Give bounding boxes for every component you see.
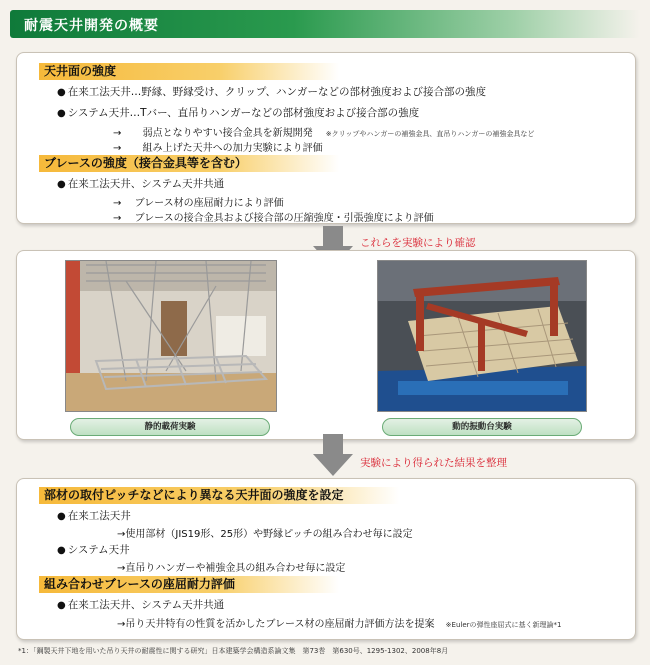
system-ceiling-result-line: ● システム天井 [57,544,130,556]
common-ceiling-result-line: ● 在来工法天井、システム天井共通 [57,599,225,611]
conventional-ceiling-result-line: ● 在来工法天井 [57,510,131,522]
arrow-right-icon: → [113,198,122,209]
member-pitch-line: →使用部材（JIS19形、25形）や野縁ピッチの組み合わせ毎に設定 [117,529,413,540]
shaking-table-test-photo [377,260,587,412]
page-title: 耐震天井開発の概要 [24,18,159,34]
new-fitting-line: → 弱点となりやすい接合金具を新規開発 ※クリップやハンガーの補強金具、直吊りハンガーの補強金具など [113,128,535,139]
conventional-ceiling-line: ● 在来工法天井…野縁、野縁受け、クリップ、ハンガーなどの部材強度および接合部の強度 [57,86,487,98]
organize-results-note: 実験により得られた結果を整理 [360,457,507,469]
joint-strength-line: → ブレースの接合金具および接合部の圧縮強度・引張強度により評価 [113,213,434,224]
bullet-icon: ● [57,600,66,611]
hanger-combination-line: →直吊りハンガーや補強金具の組み合わせ毎に設定 [117,563,346,574]
shaking-table-caption: 動的振動台実験 [382,418,582,436]
buckling-eval-line: → ブレース材の座屈耐力により評価 [113,198,284,209]
bullet-icon: ● [57,87,66,98]
bullet-icon: ● [57,511,66,522]
ceiling-surface-strength-header: 天井面の強度 [39,63,339,80]
results-panel [16,478,636,640]
common-ceiling-line: ● 在来工法天井、システム天井共通 [57,178,225,190]
title-bar [10,10,640,38]
static-loading-caption: 静的載荷実験 [70,418,270,436]
fitting-note: ※クリップやハンガーの補強金具、直吊りハンガーの補強金具など [325,130,535,138]
euler-note: ※Eulerの弾性座屈式に基く新理論*1 [445,621,562,629]
static-loading-test-photo [65,260,277,412]
brace-buckling-header: 組み合わせブレースの座屈耐力評価 [39,576,339,593]
bullet-icon: ● [57,545,66,556]
confirm-by-experiment-note: これらを実験により確認 [360,237,476,249]
arrow-right-icon: → [113,143,122,154]
ceiling-strength-setting-header: 部材の取付ピッチなどにより異なる天井面の強度を設定 [39,487,399,504]
arrow-right-icon: → [113,128,122,139]
brace-strength-header: ブレースの強度（接合金具等を含む） [39,155,339,172]
system-ceiling-line: ● システム天井…Tバー、直吊りハンガーなどの部材強度および接合部の強度 [57,107,420,119]
loading-test-line: → 組み上げた天井への加力実験により評価 [113,143,323,154]
ceiling-strength-panel [16,52,636,224]
buckling-method-line: →吊り天井特有の性質を活かしたブレース材の座屈耐力評価方法を提案 ※Eulerの弾性座屈式に基く新理論*1 [117,619,562,630]
arrow-right-icon: → [113,213,122,224]
down-arrow-icon [313,434,353,476]
bullet-icon: ● [57,179,66,190]
footnote: *1：「鋼製天井下地を用いた吊り天井の耐震性に関する研究」日本建築学会構造系論文集 第73巻 第630号、1295-1302、2008年8月 [18,647,449,655]
bullet-icon: ● [57,108,66,119]
